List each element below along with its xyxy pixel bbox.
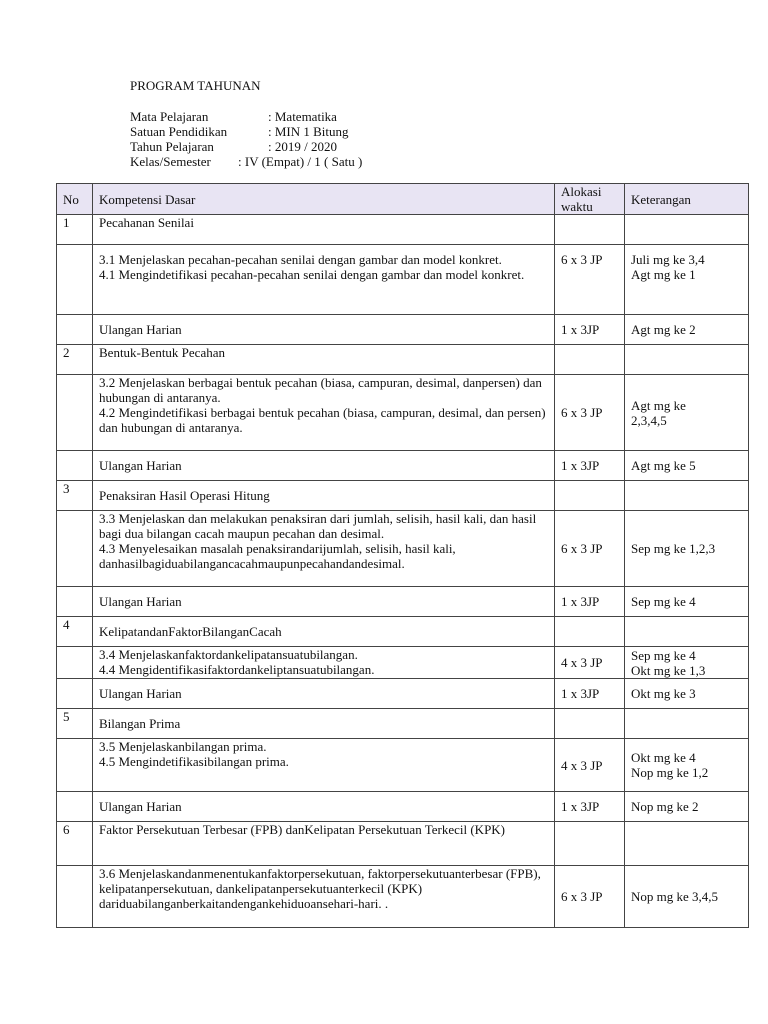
ulangan-keterangan: Agt mg ke 5 [625,451,749,481]
ulangan-keterangan: Agt mg ke 2 [625,315,749,345]
ulangan-alokasi: 1 x 3JP [555,792,625,822]
competency-text-line: 3.3 Menjelaskan dan melakukan penaksiran dari jumlah, selisih, hasil kali, dan hasil bagi dua bilangan cacah maupun pecahan dan desimal. [99,511,537,541]
document-title: PROGRAM TAHUNAN [130,78,261,93]
topic-keterangan-empty [625,822,749,866]
topic-row [57,617,749,647]
competency-alokasi: 6 x 3 JP [555,375,625,451]
ulangan-no-empty [57,679,93,709]
ulangan-row [57,451,749,481]
ulangan-alokasi: 1 x 3JP [555,315,625,345]
competency-keterangan [625,866,749,928]
competency-no-empty [57,511,93,587]
topic-row [57,481,749,511]
competency-text-line: 4.1 Mengindetifikasi pecahan-pecahan senilai dengan gambar dan model konkret. [99,267,525,282]
competency-no-empty [57,647,93,679]
competency-no-empty [57,375,93,451]
meta-label: Kelas/Semester [130,154,211,169]
topic-title: Pecahanan Senilai [93,215,555,245]
meta-value: : 2019 / 2020 [268,139,337,154]
competency-text-line: 4.3 Menyelesaikan masalah penaksirandarijumlah, selisih, hasil kali, danhasilbagiduabilangancacahmaupunpecahandandesimal. [99,541,456,571]
ulangan-row [57,792,749,822]
row-number: 4 [57,617,93,647]
competency-keterangan-line: Agt mg ke [631,397,686,413]
competency-keterangan [625,739,749,792]
competency-keterangan-line: Nop mg ke 3,4,5 [631,889,719,904]
competency-keterangan-line: 2,3,4,5 [631,412,667,428]
header-keterangan: Keterangan [625,184,749,215]
meta-value: : Matematika [268,109,337,124]
competency-row [57,375,749,451]
program-table [56,183,749,928]
topic-alokasi-empty [555,481,625,511]
competency-text [93,245,555,315]
ulangan-row [57,679,749,709]
row-number: 1 [57,215,93,245]
competency-keterangan [625,375,749,451]
competency-keterangan [625,245,749,315]
topic-title: Bilangan Prima [93,709,555,739]
table-header-row [57,184,749,215]
row-number: 5 [57,709,93,739]
competency-no-empty [57,866,93,928]
topic-title: Penaksiran Hasil Operasi Hitung [93,481,555,511]
ulangan-keterangan: Okt mg ke 3 [625,679,749,709]
competency-keterangan-line: Agt mg ke 1 [631,267,696,282]
meta-value: : IV (Empat) / 1 ( Satu ) [238,154,363,169]
competency-row [57,245,749,315]
header-alokasi-waktu: Alokasi waktu [555,184,625,215]
table-body [57,215,749,928]
competency-keterangan [625,647,749,679]
row-number: 2 [57,345,93,375]
competency-keterangan-line: Nop mg ke 1,2 [631,765,709,780]
competency-text-line: 4.4 Mengidentifikasifaktordankeliptansuatubilangan. [99,662,375,677]
competency-alokasi: 6 x 3 JP [555,245,625,315]
competency-keterangan-line: Juli mg ke 3,4 [631,252,705,267]
ulangan-alokasi: 1 x 3JP [555,679,625,709]
ulangan-label: Ulangan Harian [93,679,555,709]
row-number: 3 [57,481,93,511]
topic-alokasi-empty [555,709,625,739]
row-number: 6 [57,822,93,866]
meta-label: Tahun Pelajaran [130,139,214,154]
competency-no-empty [57,739,93,792]
topic-keterangan-empty [625,215,749,245]
ulangan-no-empty [57,451,93,481]
ulangan-no-empty [57,315,93,345]
competency-text-line: 3.5 Menjelaskanbilangan prima. [99,739,267,754]
competency-keterangan-line: Sep mg ke 4 [631,647,696,663]
topic-alokasi-empty [555,822,625,866]
competency-text-line: 3.6 Menjelaskandanmenentukanfaktorpersekutuan, faktorpersekutuanterbesar (FPB), kelipatanpersekutuan, dankelipatanpersekutuanterkecil (KPK) dariduabilanganberkaitandengankehiduoansehari-hari. . [99,866,541,911]
topic-keterangan-empty [625,345,749,375]
topic-alokasi-empty [555,617,625,647]
topic-row [57,709,749,739]
ulangan-row [57,587,749,617]
topic-keterangan-empty [625,481,749,511]
ulangan-keterangan: Sep mg ke 4 [625,587,749,617]
ulangan-label: Ulangan Harian [93,315,555,345]
topic-keterangan-empty [625,709,749,739]
meta-label: Mata Pelajaran [130,109,209,124]
topic-title: KelipatandanFaktorBilanganCacah [93,617,555,647]
ulangan-alokasi: 1 x 3JP [555,587,625,617]
ulangan-label: Ulangan Harian [93,451,555,481]
ulangan-row [57,315,749,345]
ulangan-alokasi: 1 x 3JP [555,451,625,481]
competency-row [57,866,749,928]
competency-keterangan-line: Sep mg ke 1,2,3 [631,541,716,556]
competency-alokasi: 4 x 3 JP [555,739,625,792]
topic-alokasi-empty [555,345,625,375]
competency-text-line: 3.1 Menjelaskan pecahan-pecahan senilai dengan gambar dan model konkret. [99,252,502,267]
competency-row [57,511,749,587]
topic-row [57,345,749,375]
competency-text-line: 3.2 Menjelaskan berbagai bentuk pecahan (biasa, campuran, desimal, danpersen) dan hubungan di antaranya. [99,375,542,405]
topic-row [57,822,749,866]
topic-title: Faktor Persekutuan Terbesar (FPB) danKelipatan Persekutuan Terkecil (KPK) [93,822,555,866]
competency-row [57,739,749,792]
competency-keterangan-line: Okt mg ke 4 [631,750,696,765]
competency-alokasi: 6 x 3 JP [555,511,625,587]
ulangan-no-empty [57,792,93,822]
competency-alokasi: 6 x 3 JP [555,866,625,928]
competency-alokasi: 4 x 3 JP [555,647,625,679]
topic-keterangan-empty [625,617,749,647]
competency-text [93,739,555,792]
competency-text [93,511,555,587]
competency-text [93,866,555,928]
competency-row [57,647,749,679]
ulangan-no-empty [57,587,93,617]
topic-title: Bentuk-Bentuk Pecahan [93,345,555,375]
competency-text-line: 4.2 Mengindetifikasi berbagai bentuk pecahan (biasa, campuran, desimal, dan persen) dan hubungan di antaranya. [99,405,546,435]
ulangan-label: Ulangan Harian [93,587,555,617]
topic-alokasi-empty [555,215,625,245]
competency-no-empty [57,245,93,315]
competency-text-line: 4.5 Mengindetifikasibilangan prima. [99,754,289,769]
competency-keterangan [625,511,749,587]
ulangan-label: Ulangan Harian [93,792,555,822]
competency-text [93,375,555,451]
meta-label: Satuan Pendidikan [130,124,228,139]
header-kompetensi-dasar: Kompetensi Dasar [93,184,555,215]
ulangan-keterangan: Nop mg ke 2 [625,792,749,822]
meta-value: : MIN 1 Bitung [268,124,349,139]
competency-text-line: 3.4 Menjelaskanfaktordankelipatansuatubilangan. [99,647,358,662]
competency-keterangan-line: Okt mg ke 1,3 [631,662,706,678]
topic-row [57,215,749,245]
competency-text [93,647,555,679]
header-no: No [57,184,93,215]
